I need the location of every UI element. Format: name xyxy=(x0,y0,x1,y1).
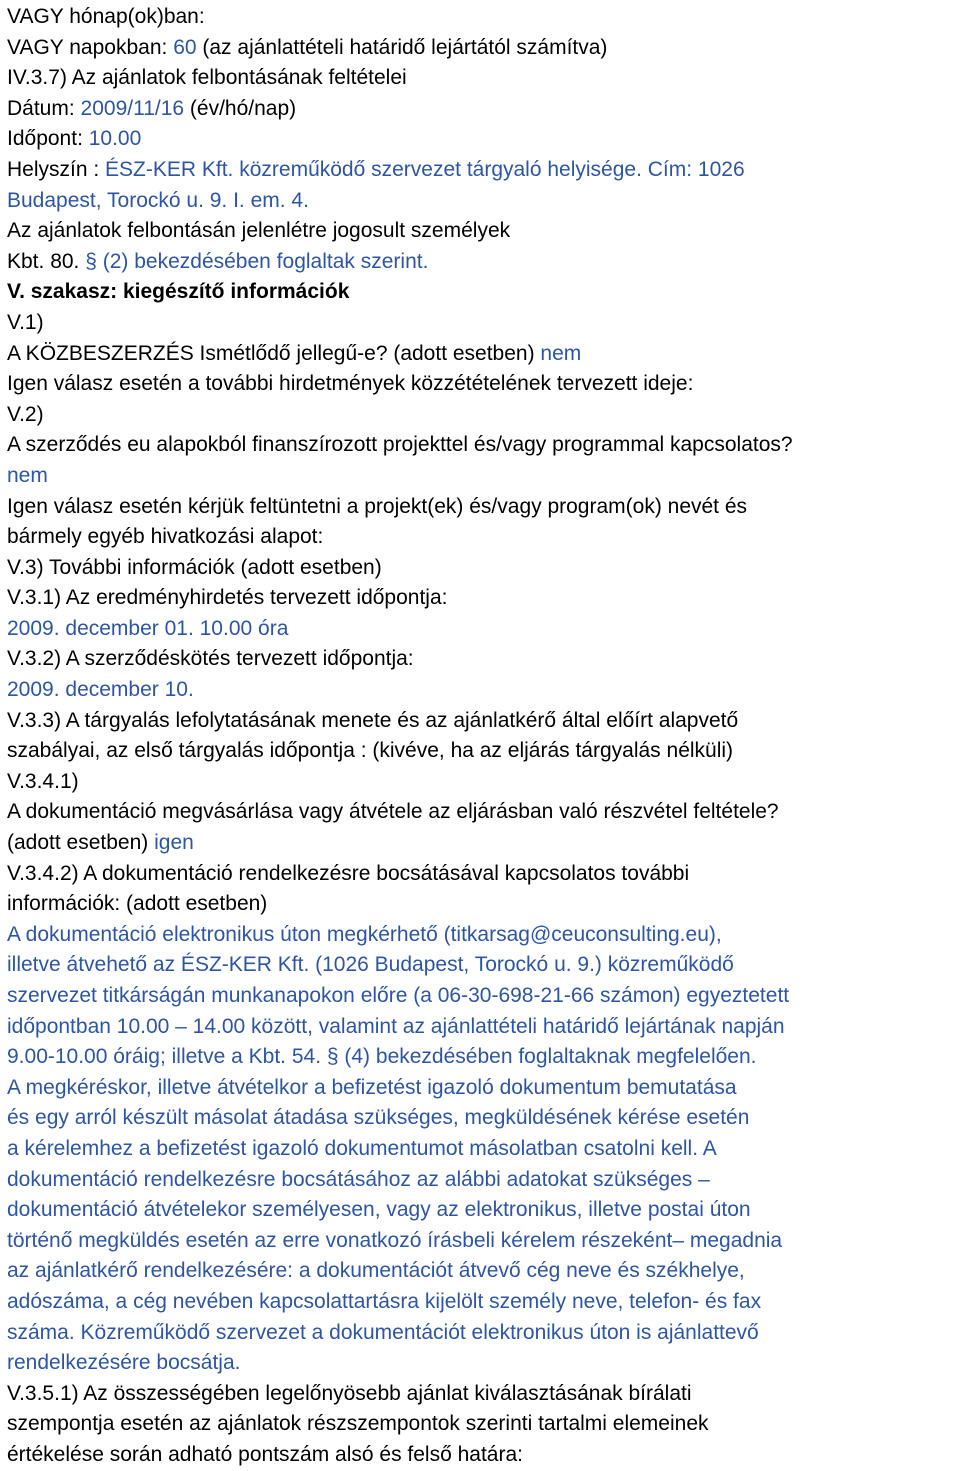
text-line xyxy=(7,1348,960,1379)
text-line xyxy=(7,675,960,706)
text-line xyxy=(7,1287,960,1318)
label-text: Igen válasz esetén a további hirdetmények közzétételének tervezett ideje: xyxy=(7,372,694,396)
label-text: Igen válasz esetén kérjük feltüntetni a projekt(ek) és/vagy program(ok) nevét és xyxy=(7,494,748,518)
filled-value: 60 xyxy=(173,35,197,59)
text-line xyxy=(7,583,960,614)
filled-value: szervezet titkárságán munkanapokon előre (a 06-30-698-21-66 számon) egyeztetett xyxy=(7,984,790,1007)
text-line xyxy=(7,1012,960,1043)
filled-value: és egy arról készült másolat átadása szükséges, megküldésének kérése esetén xyxy=(7,1106,750,1130)
label-text: V.3.3) A tárgyalás lefolytatásának menete és az ajánlatkérő által előírt alapvető xyxy=(7,708,739,732)
text-line xyxy=(7,1256,960,1287)
label-text: A dokumentáció megvásárlása vagy átvétele az eljárásban való részvétel feltétele? xyxy=(7,800,779,824)
label-text: szabályai, az első tárgyalás időpontja : (kivéve, ha az eljárás tárgyalás nélküli) xyxy=(7,739,734,763)
filled-value: nem xyxy=(7,463,48,487)
label-text: V.3.4.2) A dokumentáció rendelkezésre bocsátásával kapcsolatos további xyxy=(7,861,690,885)
text-line xyxy=(7,2,960,33)
filled-value: 2009. december 01. 10.00 óra xyxy=(7,616,289,640)
text-line xyxy=(7,461,960,492)
filled-value: Budapest, Torockó u. 9. I. em. 4. xyxy=(7,188,309,212)
text-line xyxy=(7,33,960,64)
text-line xyxy=(7,1379,960,1410)
text-line xyxy=(7,1042,960,1073)
filled-value: rendelkezésére bocsátja. xyxy=(7,1351,241,1375)
filled-value: 2009/11/16 xyxy=(80,96,185,120)
label-text: VAGY hónap(ok)ban: xyxy=(7,5,205,28)
text-line xyxy=(7,1409,960,1440)
label-text: V.3.1) Az eredményhirdetés tervezett időpontja: xyxy=(7,586,448,610)
text-line xyxy=(7,186,960,217)
filled-value: 9.00-10.00 óráig; illetve a Kbt. 54. § (4) bekezdésében foglaltaknak megfelelően. xyxy=(7,1045,757,1069)
text-line xyxy=(7,1226,960,1257)
label-text: bármely egyéb hivatkozási alapot: xyxy=(7,525,324,549)
filled-value: dokumentáció rendelkezésre bocsátásához az alábbi adatokat szükséges – xyxy=(7,1167,710,1191)
text-line xyxy=(7,216,960,247)
filled-value: a kérelemhez a befizetést igazoló dokumentumot másolatban csatolni kell. A xyxy=(7,1136,717,1160)
text-line xyxy=(7,400,960,431)
text-line xyxy=(7,124,960,155)
filled-value: 2009. december 10. xyxy=(7,678,194,702)
filled-value: nem xyxy=(540,341,582,365)
filled-value: A megkéréskor, illetve átvételkor a befizetést igazoló dokumentum bemutatása xyxy=(7,1075,737,1099)
label-text: V.2) xyxy=(7,402,44,426)
label-text: Az ajánlatok felbontásán jelenlétre jogosult személyek xyxy=(7,219,511,243)
filled-value: időpontban 10.00 – 14.00 között, valamint az ajánlattételi határidő lejártának napján xyxy=(7,1014,785,1038)
text-line xyxy=(7,644,960,675)
label-text: V.3.2) A szerződéskötés tervezett időpontja: xyxy=(7,647,414,671)
label-text: szempontja esetén az ajánlatok részszempontok szerinti tartalmi elemeinek xyxy=(7,1412,709,1436)
text-line xyxy=(7,308,960,339)
label-text: Időpont: xyxy=(7,127,89,151)
text-line xyxy=(7,339,960,370)
text-line xyxy=(7,736,960,767)
text-line xyxy=(7,522,960,553)
label-text: IV.3.7) Az ajánlatok felbontásának feltételei xyxy=(7,66,407,90)
text-line xyxy=(7,889,960,920)
filled-value: történő megküldés esetén az erre vonatkozó írásbeli kérelem részeként– megadnia xyxy=(7,1228,783,1252)
text-line xyxy=(7,1440,960,1471)
label-text: információk: (adott esetben) xyxy=(7,892,268,916)
label-text: Helyszín : xyxy=(7,157,106,181)
text-line xyxy=(7,1195,960,1226)
label-text: A KÖZBESZERZÉS Ismétlődő jellegű-e? (adott esetben) xyxy=(7,341,541,365)
filled-value: dokumentáció átvételekor személyesen, vagy az elektronikus, illetve postai úton xyxy=(7,1198,751,1222)
text-line xyxy=(7,614,960,645)
text-line xyxy=(7,797,960,828)
text-line xyxy=(7,369,960,400)
text-line xyxy=(7,1165,960,1196)
label-text: Dátum: xyxy=(7,96,81,120)
text-line xyxy=(7,981,960,1012)
text-line xyxy=(7,1134,960,1165)
label-text: értékelése során adható pontszám alsó és felső határa: xyxy=(7,1442,523,1466)
filled-value: száma. Közreműködő szervezet a dokumentációt elektronikus úton is ajánlattevő xyxy=(7,1320,759,1344)
label-text: V.3) További információk (adott esetben) xyxy=(7,555,382,579)
text-line xyxy=(7,155,960,186)
text-line xyxy=(7,828,960,859)
label-text: V.1) xyxy=(7,310,44,334)
label-text: (az ajánlattételi határidő lejártától számítva) xyxy=(196,35,608,59)
filled-value: § (2) bekezdésében foglaltak szerint. xyxy=(85,249,429,273)
label-text: VAGY napokban: xyxy=(7,35,174,59)
text-line xyxy=(7,767,960,798)
label-text: (év/hó/nap) xyxy=(184,96,297,120)
text-line xyxy=(7,1318,960,1349)
filled-value: 10.00 xyxy=(88,127,142,151)
label-text: Kbt. 80. xyxy=(7,249,86,273)
label-text: V.3.5.1) Az összességében legelőnyösebb ajánlat kiválasztásának bírálati xyxy=(7,1381,692,1405)
text-line xyxy=(7,1073,960,1104)
filled-value: illetve átvehető az ÉSZ-KER Kft. (1026 Budapest, Torockó u. 9.) közreműködő xyxy=(7,953,734,977)
text-line xyxy=(7,920,960,951)
label-text: A szerződés eu alapokból finanszírozott projekttel és/vagy programmal kapcsolatos? xyxy=(7,433,793,457)
text-line xyxy=(7,950,960,981)
filled-value: ÉSZ-KER Kft. közreműködő szervezet tárgyaló helyisége. Cím: 1026 xyxy=(105,157,745,181)
label-text: (adott esetben) xyxy=(7,831,155,855)
text-line xyxy=(7,63,960,94)
filled-value: A dokumentáció elektronikus úton megkérhető (titkarsag@ceuconsulting.eu), xyxy=(7,922,722,946)
filled-value: az ajánlatkérő rendelkezésére: a dokumentációt átvevő cég neve és székhelye, xyxy=(7,1259,745,1283)
text-line xyxy=(7,94,960,125)
filled-value: adószáma, a cég nevében kapcsolattartásra kijelölt személy neve, telefon- és fax xyxy=(7,1289,762,1313)
document-page xyxy=(0,2,960,1466)
label-text: V.3.4.1) xyxy=(7,769,79,793)
filled-value: igen xyxy=(154,831,194,855)
text-line xyxy=(7,247,960,278)
text-line xyxy=(7,492,960,523)
section-heading: V. szakasz: kiegészítő információk xyxy=(7,280,350,304)
text-line xyxy=(7,1103,960,1134)
text-line xyxy=(7,553,960,584)
text-line xyxy=(7,706,960,737)
text-line xyxy=(7,859,960,890)
text-line xyxy=(7,430,960,461)
text-line xyxy=(7,277,960,308)
